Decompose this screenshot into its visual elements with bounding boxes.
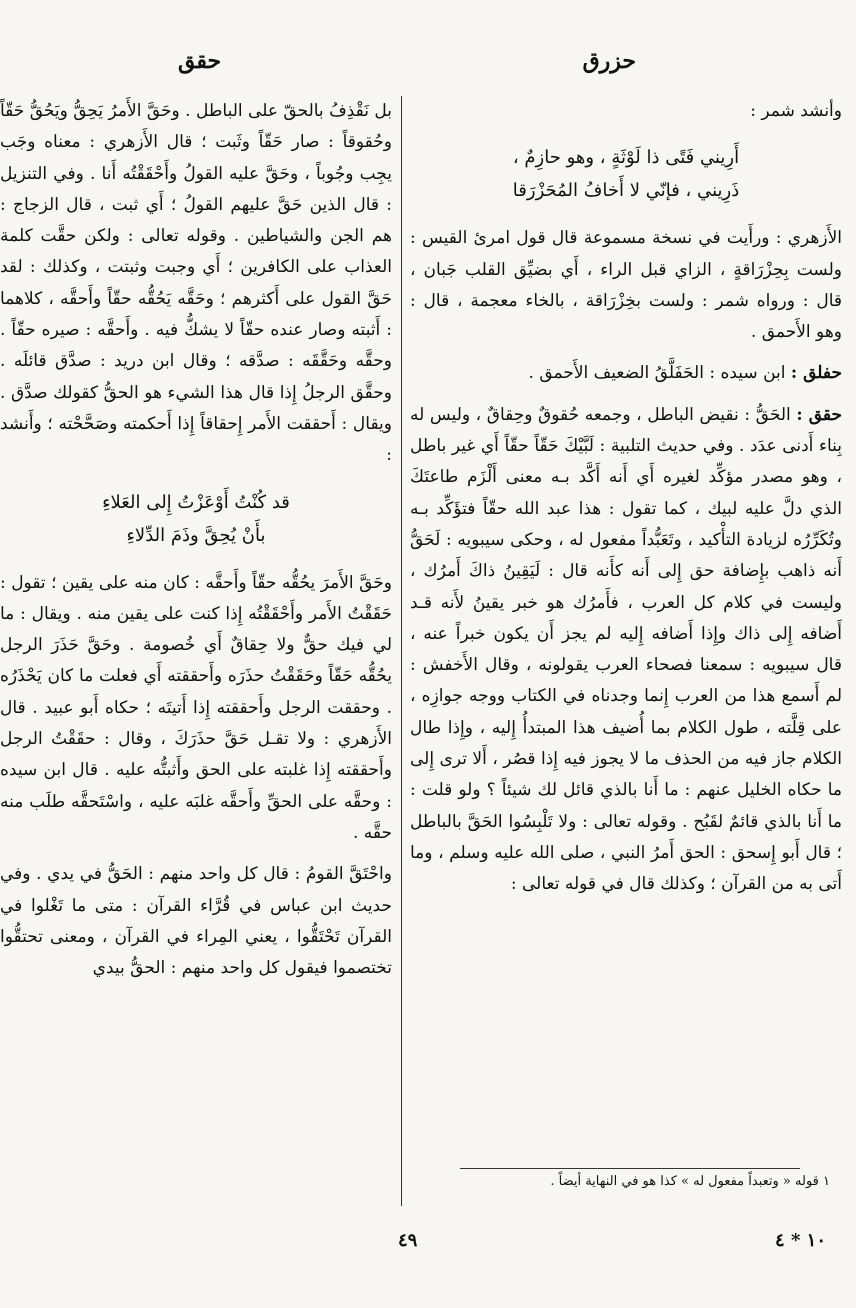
entry-headword: حفلق :: [790, 363, 842, 384]
paragraph: وحَقَّ الأَمرَ يحُقُّه حقّاً وأَحقَّه : كان منه على يقين ؛ تقول : حَقَقْتُ الأَمر وأَحْقَقْتُه إِذا كنت على يقين منه . ويقال : ما لي فيك حقٌّ ولا حِقاقٌ أَي خُصومة . وحَقَّ حَذَرَ الرجل يحُقُّه حَقّاً وحَقَقْتُ حذَرَه وأَحققته أَي فعلت ما كان يَحْذَرُه . وحققت الرجل وأَحققته إِذا أَتيتَه ؛ حكاه أَبو عبيد . قال الأَزهري : ولا تقـل حَقَّ حذَرَكَ ، وقال : حقَقْتُ الرجل وأَحققته إِذا غلبته على الحق وأَثبتُّه عليه . قال ابن سيده : وحقَّه على الحقِّ وأَحقَّه غلبَه عليه ، واسْتَحقَّه طلَب منه حقَّه .: [0, 572, 392, 843]
footnote-rule: [460, 1168, 800, 1169]
page-footer: [0, 1230, 856, 1260]
entry-text: الحَقُّ : نقيض الباطل ، وجمعه حُقوقٌ وحِقاقٌ ، وليس له بِناء أَدنى عدَد . وفي حديث التلبية : لَبَّيْكَ حَقّاً حقّاً أَي غير باطل ، وهو مصدر مؤكِّد لغيره أَي أَنه أَكَّد بـه معنى أَلْزَم طاعتَكَ الذي دلَّ عليه لبيك ، كما تقول : هذا عبد الله حقّاً فتؤَكِّد بـه وتُكَرِّرُه لزيادة التأْكيد ، وتَعَبُّداً مفعول له ، وحكى سيبويه : لَحَقُّ أَنه ذاهب بإِضافة حق إِلى أَنه كأَنه قال : لَيَقِينُ ذاكَ أَمرُك ، وليست في كلام كل العرب ، فأَمرُك هو خبر يقينُ لأَنه قـد أَضافه إِلى ذاك وإِذا أَضافه إِليه لم يجز أَن يكون خبراً عنه ، قال سيبويه : سمعنا فصحاء العرب يقولونه ، وقال الأَخفش : لم أَسمع هذا من العرب إِنما وجدناه في الكتاب ووجه جوازِه ، على قِلَّته ، طول الكلام بما أُضيف هذا المبتدأُ إِليه ، وإِذا طال الكلام جاز فيه من الحذف ما لا يجوز فيه إِذا قصُر ، أَلا ترى إِلى ما حكاه الخليل عنهم : ما أَنا بالذي قائل لك شيئاً ؟ ولو قلت : ما أَنا بالذي قائمٌ لقَبُح . وقوله تعالى : ولا تَلْبِسُوا الحَقَّ بالباطل ؛ قال أَبو إِسحق : الحق أَمرُ النبي ، صلى الله عليه وسلم ، وما أَتى به من القرآن ؛ وكذلك قال في قوله تعالى :: [410, 404, 842, 895]
page-number: ٤٩: [398, 1230, 418, 1251]
right-column: [410, 96, 842, 1206]
paragraph: بل نَقْذِفُ بالحقّ على الباطل . وحَقَّ الأَمرُ يَحِقُّ ويَحُقُّ حَقّاً وحُقوقاً : صار حَقّاً وثَبت ؛ قال الأَزهري : معناه وجَب يجِب وجُوباً ، وحَقَّ عليه القولُ وأَحْقَقْتُه أَنا . وفي التنزيل : قال الذين حَقَّ عليهم القولُ ؛ أَي ثبت ، قال الزجاج : هم الجن والشياطين . وقوله تعالى : ولكن حقَّت كلمة العذاب على الكافرين ؛ أَي وجبت وثبتت ، وكذلك : لقد حَقَّ القول على أَكثرهم ؛ وحَقَّه يَحُقُّه حقّاً وأَحقَّه ، كلاهما : أَثبته وصار عنده حقّاً لا يشكُّ فيه . وأَحقَّه : صيره حقّاً . وحقَّه وحَقَّقَه : صدَّقه ؛ وقال ابن دريد : صدَّق قائلَه . وحقَّق الرجلُ إِذا قال هذا الشيء هو الحقُّ كقولك صدَّق . ويقال : أَحققت الأَمر إِحقاقاً إِذا أَحكمته وصَحَّحْته ؛ وأَنشد :: [0, 101, 392, 466]
footnote: ١ قوله « وتعبداً مفعول له » كذا هو في النهاية أيضاً .: [550, 1174, 830, 1189]
poem-verse: [410, 141, 842, 207]
entry-headword: حقق :: [796, 404, 842, 425]
verse-line: ذَرِيني ، فإنّي لا أَخافُ المُحَزْرَقا: [512, 180, 740, 202]
paragraph: واحْتَقَّ القومُ : قال كل واحد منهم : الحَقُّ في يدي . وفي حديث ابن عباس في قُرَّاء القرآن : متى ما تَغْلوا في القرآن تَحْتَقُّوا ، يعني المِراء في القرآن ، ومعنى تحتقُّوا تختصموا فيقول كل واحد منهم : الحقُّ بيدي: [0, 864, 392, 979]
page-header: [0, 48, 856, 88]
verse-intro: وأنشد شمر :: [750, 101, 842, 121]
header-left-title: حقق: [178, 48, 222, 74]
entry-hafalaq: [410, 358, 842, 389]
column-divider: [401, 96, 402, 1206]
verse-line: قد كُنْتُ أَوْعَزْتُ إِلى العَلاءِ: [102, 491, 290, 513]
signature-mark: ١٠ * ٤: [775, 1230, 826, 1251]
verse-line: بأَنْ يُحِقَّ وذَمَ الدِّلاءِ: [126, 524, 266, 546]
entry-haqaq: [410, 400, 842, 901]
header-right-title: حزرق: [582, 48, 636, 74]
verse-line: أَرِيني فَتًى ذا لَوْثَةٍ ، وهو حازِمٌ ،: [512, 147, 740, 169]
paragraph: الأَزهري : ورأَيت في نسخة مسموعة قال قول امرئ القيس : ولست بِحِزْرَاقةٍ ، الزاي قبل الراء ، أَي بضيِّق القلب جَبان ، قال : ورواه شمر : ولست بخِزْرَاقة ، بالخاء معجمة ، قال : وهو الأَحمق .: [410, 228, 842, 343]
entry-text: ابن سيده : الحَفَلَّقُ الضعيف الأَحمق .: [528, 363, 786, 384]
left-column: [0, 96, 392, 1206]
poem-verse: [0, 486, 392, 552]
